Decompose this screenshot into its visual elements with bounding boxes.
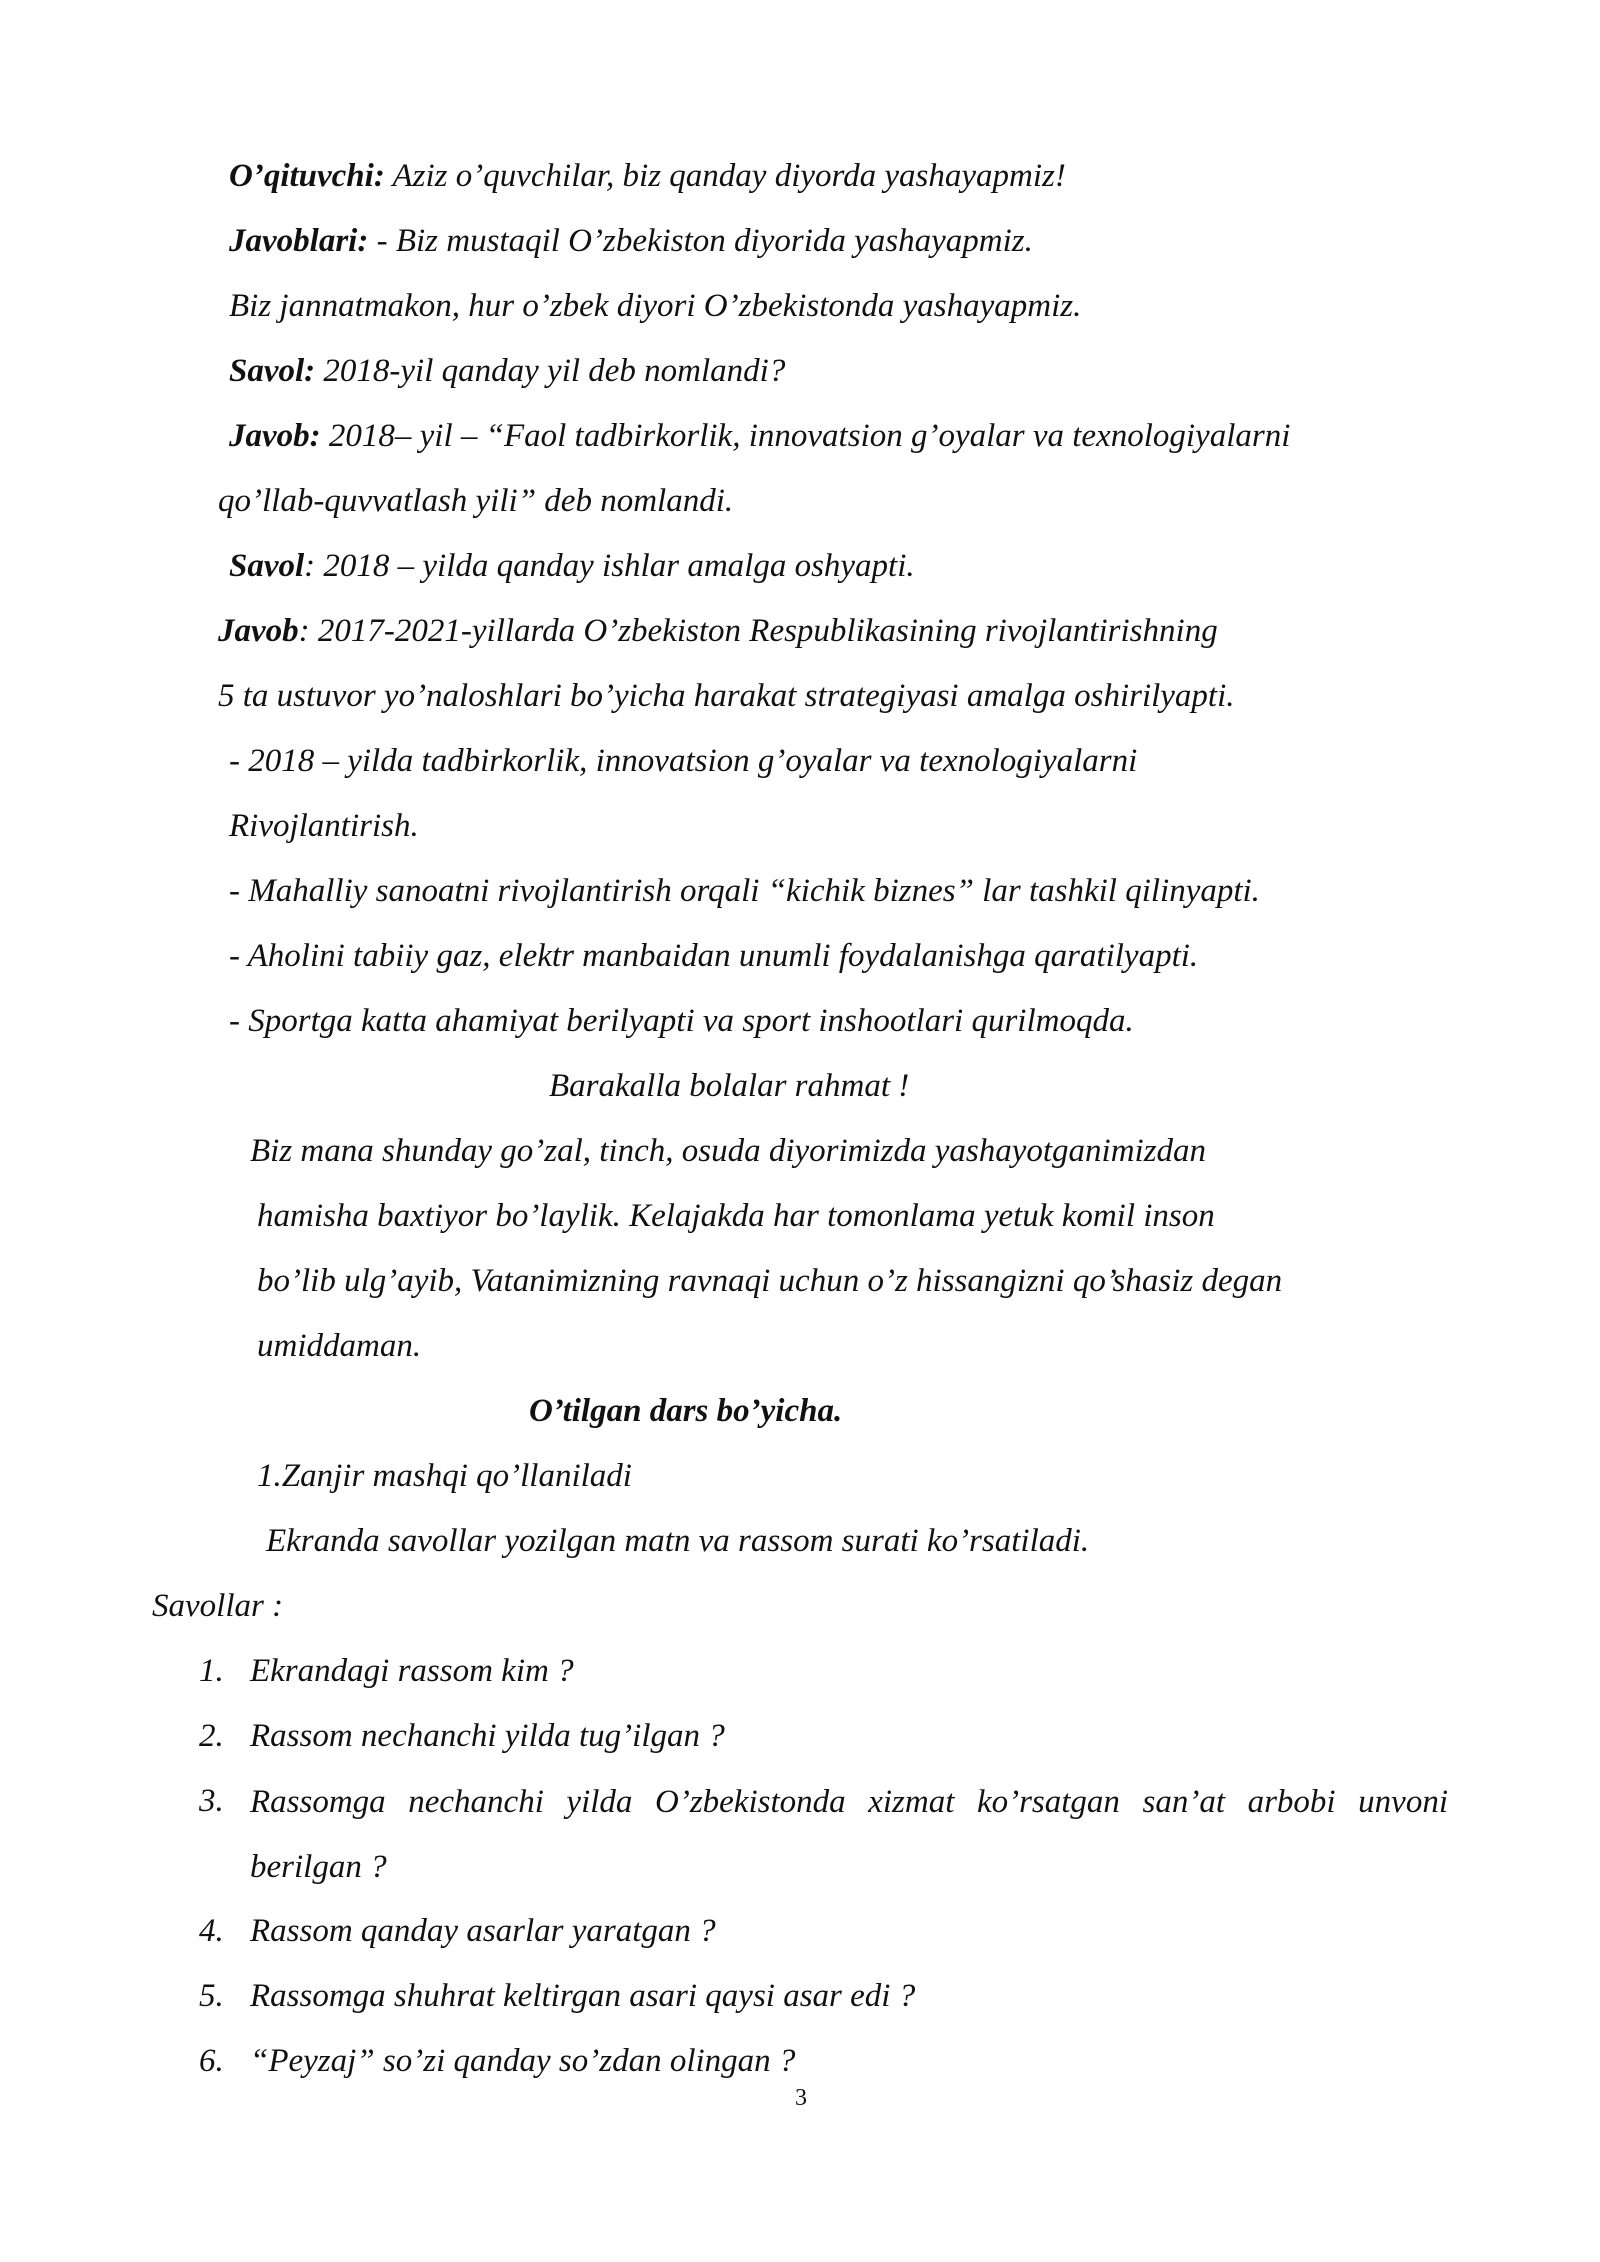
answer-text-1: 2018– yil – “Faol tadbirkorlik, innovatsion g’oyalar va texnologiyalarni (320, 418, 1291, 454)
list-item-text: Rassomga nechanchi yilda O’zbekistonda xizmat ko’rsatgan san’at arbobi unvoni berilgan ? (250, 1784, 1448, 1885)
answer-label-2: Javob (218, 613, 299, 649)
praise-line: Barakalla bolalar rahmat ! (549, 1068, 910, 1104)
closing-paragraph-line-3: bo’lib ulg’ayib, Vatanimizning ravnaqi uchun o’z hissangizni qo’shasiz degan (257, 1263, 1283, 1299)
bullet-line-3: - Aholini tabiiy gaz, elektr manbaidan unumli foydalanishga qaratilyapti. (229, 938, 1199, 974)
answer-line-5 (218, 611, 1218, 651)
answer-line-6: 5 ta ustuvor yo’naloshlari bo’yicha harakat strategiyasi amalga oshirilyapti. (218, 678, 1235, 714)
list-item-number: 3. (199, 1783, 224, 1819)
closing-paragraph-line-4: umiddaman. (257, 1328, 422, 1364)
list-item-text: “Peyzaj” so’zi qanday so’zdan olingan ? (250, 2043, 796, 2079)
list-item-number: 6. (199, 2043, 224, 2079)
closing-paragraph-line-2: hamisha baxtiyor bo’laylik. Kelajakda har tomonlama yetuk komil inson (257, 1198, 1215, 1234)
answer-line-2: Biz jannatmakon, hur o’zbek diyori O’zbekistonda yashayapmiz. (229, 288, 1082, 324)
exercise-line: 1.Zanjir mashqi qo’llaniladi (257, 1458, 632, 1494)
list-item-number: 1. (199, 1653, 224, 1689)
question-line-1 (229, 351, 785, 391)
screen-note-line: Ekranda savollar yozilgan matn va rassom surati ko’rsatiladi. (266, 1523, 1090, 1559)
answer-label-1: Javob: (229, 418, 321, 454)
list-item-number: 5. (199, 1978, 224, 2014)
list-item-text: Rassomga shuhrat keltirgan asari qaysi asar edi ? (250, 1978, 916, 2014)
question-label-2: Savol (229, 548, 305, 584)
teacher-line (229, 156, 1066, 196)
answers-label: Javoblari: (229, 223, 369, 259)
answers-line (229, 221, 1033, 261)
list-item-text: Rassom qanday asarlar yaratgan ? (250, 1913, 716, 1949)
page-number: 3 (795, 2085, 807, 2111)
lesson-heading: O’tilgan dars bo’yicha. (529, 1393, 843, 1429)
teacher-text: Aziz o’quvchilar, biz qanday diyorda yashayapmiz! (384, 158, 1066, 194)
answers-text: - Biz mustaqil O’zbekiston diyorida yashayapmiz. (368, 223, 1033, 259)
question-text-1: 2018-yil qanday yil deb nomlandi? (315, 353, 786, 389)
list-item-number: 4. (199, 1913, 224, 1949)
bullet-line-1: - 2018 – yilda tadbirkorlik, innovatsion g’oyalar va texnologiyalarni (229, 743, 1138, 779)
question-label-1: Savol: (229, 353, 316, 389)
list-item-text: Ekrandagi rassom kim ? (250, 1653, 574, 1689)
question-text-2: : 2018 – yilda qanday ishlar amalga oshyapti. (304, 548, 915, 584)
list-item-number: 2. (199, 1718, 224, 1754)
answer-text-2: : 2017-2021-yillarda O’zbekiston Respublikasining rivojlantirishning (298, 613, 1218, 649)
questions-label: Savollar : (152, 1588, 284, 1624)
list-item-text: Rassom nechanchi yilda tug’ilgan ? (250, 1718, 725, 1754)
answer-line-4: qo’llab-quvvatlash yili” deb nomlandi. (218, 483, 734, 519)
teacher-label: O’qituvchi: (229, 158, 385, 194)
bullet-line-1-cont: Rivojlantirish. (229, 808, 419, 844)
question-line-2 (229, 546, 915, 586)
closing-paragraph-line-1: Biz mana shunday go’zal, tinch, osuda diyorimizda yashayotganimizdan (250, 1133, 1207, 1169)
bullet-line-4: - Sportga katta ahamiyat berilyapti va sport inshootlari qurilmoqda. (229, 1003, 1134, 1039)
answer-line-3 (229, 416, 1290, 456)
bullet-line-2: - Mahalliy sanoatni rivojlantirish orqali “kichik biznes” lar tashkil qilinyapti. (229, 873, 1260, 909)
